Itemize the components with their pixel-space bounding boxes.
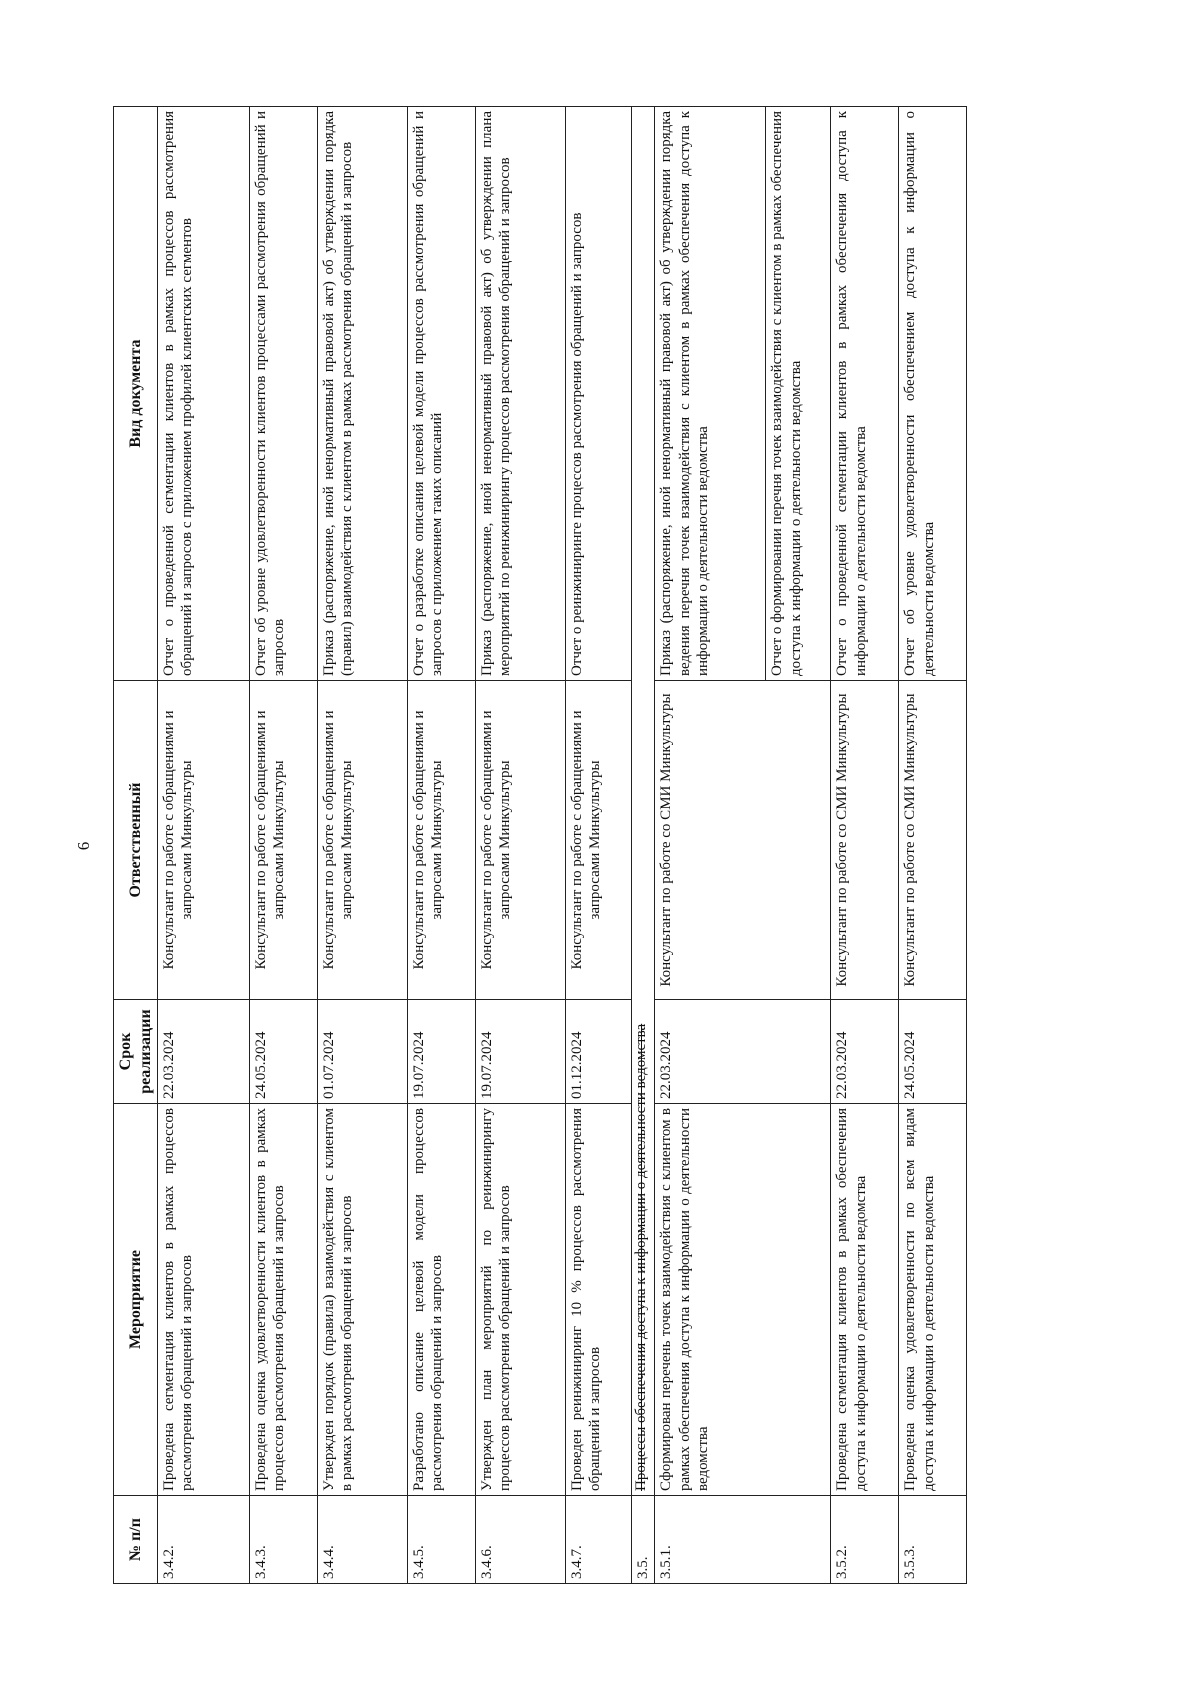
row-event: Проведена оценка удовлетворенности по всем видам доступа к информации о деятельности ведомства: [899, 1104, 967, 1496]
row-num: 3.4.7.: [566, 1496, 632, 1584]
row-event: Утвержден план мероприятий по реинжинирингу процессов рассмотрения обращений и запросов: [476, 1104, 566, 1496]
header-num: № п/п: [114, 1496, 158, 1584]
row-responsible: Консультант по работе со СМИ Минкультуры: [655, 681, 831, 1000]
row-deadline: 24.05.2024: [899, 1000, 967, 1104]
row-responsible: Консультант по работе с обращениями и запросами Минкультуры: [408, 681, 476, 1000]
rotated-table-wrapper: [113, 107, 1063, 1584]
row-deadline: 22.03.2024: [655, 1000, 831, 1104]
table-row: [899, 107, 967, 1584]
row-num: 3.4.6.: [476, 1496, 566, 1584]
row-event: Проведен реинжиниринг 10 % процессов рассмотрения обращений и запросов: [566, 1104, 632, 1496]
row-doc-type: Отчет о реинжиниринге процессов рассмотрения обращений и запросов: [566, 107, 632, 681]
row-event: Разработано описание целевой модели процессов рассмотрения обращений и запросов: [408, 1104, 476, 1496]
table-header-row: [114, 107, 158, 1584]
row-num: 3.4.4.: [318, 1496, 408, 1584]
events-table: [113, 106, 967, 1584]
row-responsible: Консультант по работе с обращениями и запросами Минкультуры: [566, 681, 632, 1000]
row-doc-type-b: Отчет о формировании перечня точек взаимодействия с клиентом в рамках обеспечения доступа к информации о деятельности ведомства: [765, 107, 807, 680]
section-row: [632, 107, 655, 1584]
table-row: [476, 107, 566, 1584]
table-stage: [113, 107, 1063, 1584]
header-doc-type: Вид документа: [114, 107, 158, 681]
section-num: 3.5.: [632, 1496, 655, 1584]
row-num: 3.4.2.: [158, 1496, 250, 1584]
row-num: 3.4.3.: [250, 1496, 318, 1584]
table-row: [831, 107, 899, 1584]
row-doc-type: Отчет об уровне удовлетворенности обеспечением доступа к информации о деятельности ведомства: [899, 107, 967, 681]
row-responsible: Консультант по работе с обращениями и запросами Минкультуры: [158, 681, 250, 1000]
row-doc-type: Приказ (распоряжение, иной ненормативный правовой акт) об утверждении порядка (правил) взаимодействия с клиентом в рамках рассмотрения обращений и запросов: [318, 107, 408, 681]
row-doc-type-a: Приказ (распоряжение, иной ненормативный правовой акт) об утверждении порядка ведения перечня точек взаимодействия с клиентом в рамках обеспечения доступа к информации о деятельности ведомства: [658, 111, 711, 676]
row-event: Проведена сегментация клиентов в рамках процессов рассмотрения обращений и запросов: [158, 1104, 250, 1496]
row-num: 3.5.2.: [831, 1496, 899, 1584]
table-row: [250, 107, 318, 1584]
page-number: 6: [74, 841, 93, 851]
table-row: [408, 107, 476, 1584]
row-num: 3.5.3.: [899, 1496, 967, 1584]
row-responsible: Консультант по работе со СМИ Минкультуры: [899, 681, 967, 1000]
row-deadline: 19.07.2024: [408, 1000, 476, 1104]
row-event: Утвержден порядок (правила) взаимодействия с клиентом в рамках рассмотрения обращений и запросов: [318, 1104, 408, 1496]
row-deadline: 22.03.2024: [831, 1000, 899, 1104]
row-deadline: 19.07.2024: [476, 1000, 566, 1104]
row-event: Сформирован перечень точек взаимодействия с клиентом в рамках обеспечения доступа к информации о деятельности ведомства: [655, 1104, 831, 1496]
header-event: Мероприятие: [114, 1104, 158, 1496]
row-deadline: 22.03.2024: [158, 1000, 250, 1104]
row-deadline: 24.05.2024: [250, 1000, 318, 1104]
row-doc-type: Отчет об уровне удовлетворенности клиентов процессами рассмотрения обращений и запросов: [250, 107, 318, 681]
table-row: [655, 107, 831, 1584]
row-responsible: Консультант по работе со СМИ Минкультуры: [831, 681, 899, 1000]
row-deadline: 01.07.2024: [318, 1000, 408, 1104]
row-doc-type: Отчет о проведенной сегментации клиентов в рамках обеспечения доступа к информации о деятельности ведомства: [831, 107, 899, 681]
header-deadline: Срок реализации: [114, 1000, 158, 1104]
header-responsible: Ответственный: [114, 681, 158, 1000]
row-doc-type-split: [655, 107, 831, 681]
row-num: 3.5.1.: [655, 1496, 831, 1584]
row-responsible: Консультант по работе с обращениями и запросами Минкультуры: [250, 681, 318, 1000]
row-responsible: Консультант по работе с обращениями и запросами Минкультуры: [318, 681, 408, 1000]
row-doc-type: Отчет о разработке описания целевой модели процессов рассмотрения обращений и запросов с приложением таких описаний: [408, 107, 476, 681]
row-event: Проведена сегментация клиентов в рамках обеспечения доступа к информации о деятельности ведомства: [831, 1104, 899, 1496]
row-num: 3.4.5.: [408, 1496, 476, 1584]
row-doc-type: Приказ (распоряжение, иной ненормативный правовой акт) об утверждении плана мероприятий по реинжинирингу процессов рассмотрения обращений и запросов: [476, 107, 566, 681]
row-deadline: 01.12.2024: [566, 1000, 632, 1104]
row-event: Проведена оценка удовлетворенности клиентов в рамках процессов рассмотрения обращений и запросов: [250, 1104, 318, 1496]
table-row: [318, 107, 408, 1584]
table-row: [566, 107, 632, 1584]
row-responsible: Консультант по работе с обращениями и запросами Минкультуры: [476, 681, 566, 1000]
row-doc-type: Отчет о проведенной сегментации клиентов в рамках процессов рассмотрения обращений и запросов с приложением профилей клиентских сегментов: [158, 107, 250, 681]
section-title: Процессы обеспечения доступа к информации о деятельности ведомства: [632, 107, 655, 1496]
table-row: [158, 107, 250, 1584]
